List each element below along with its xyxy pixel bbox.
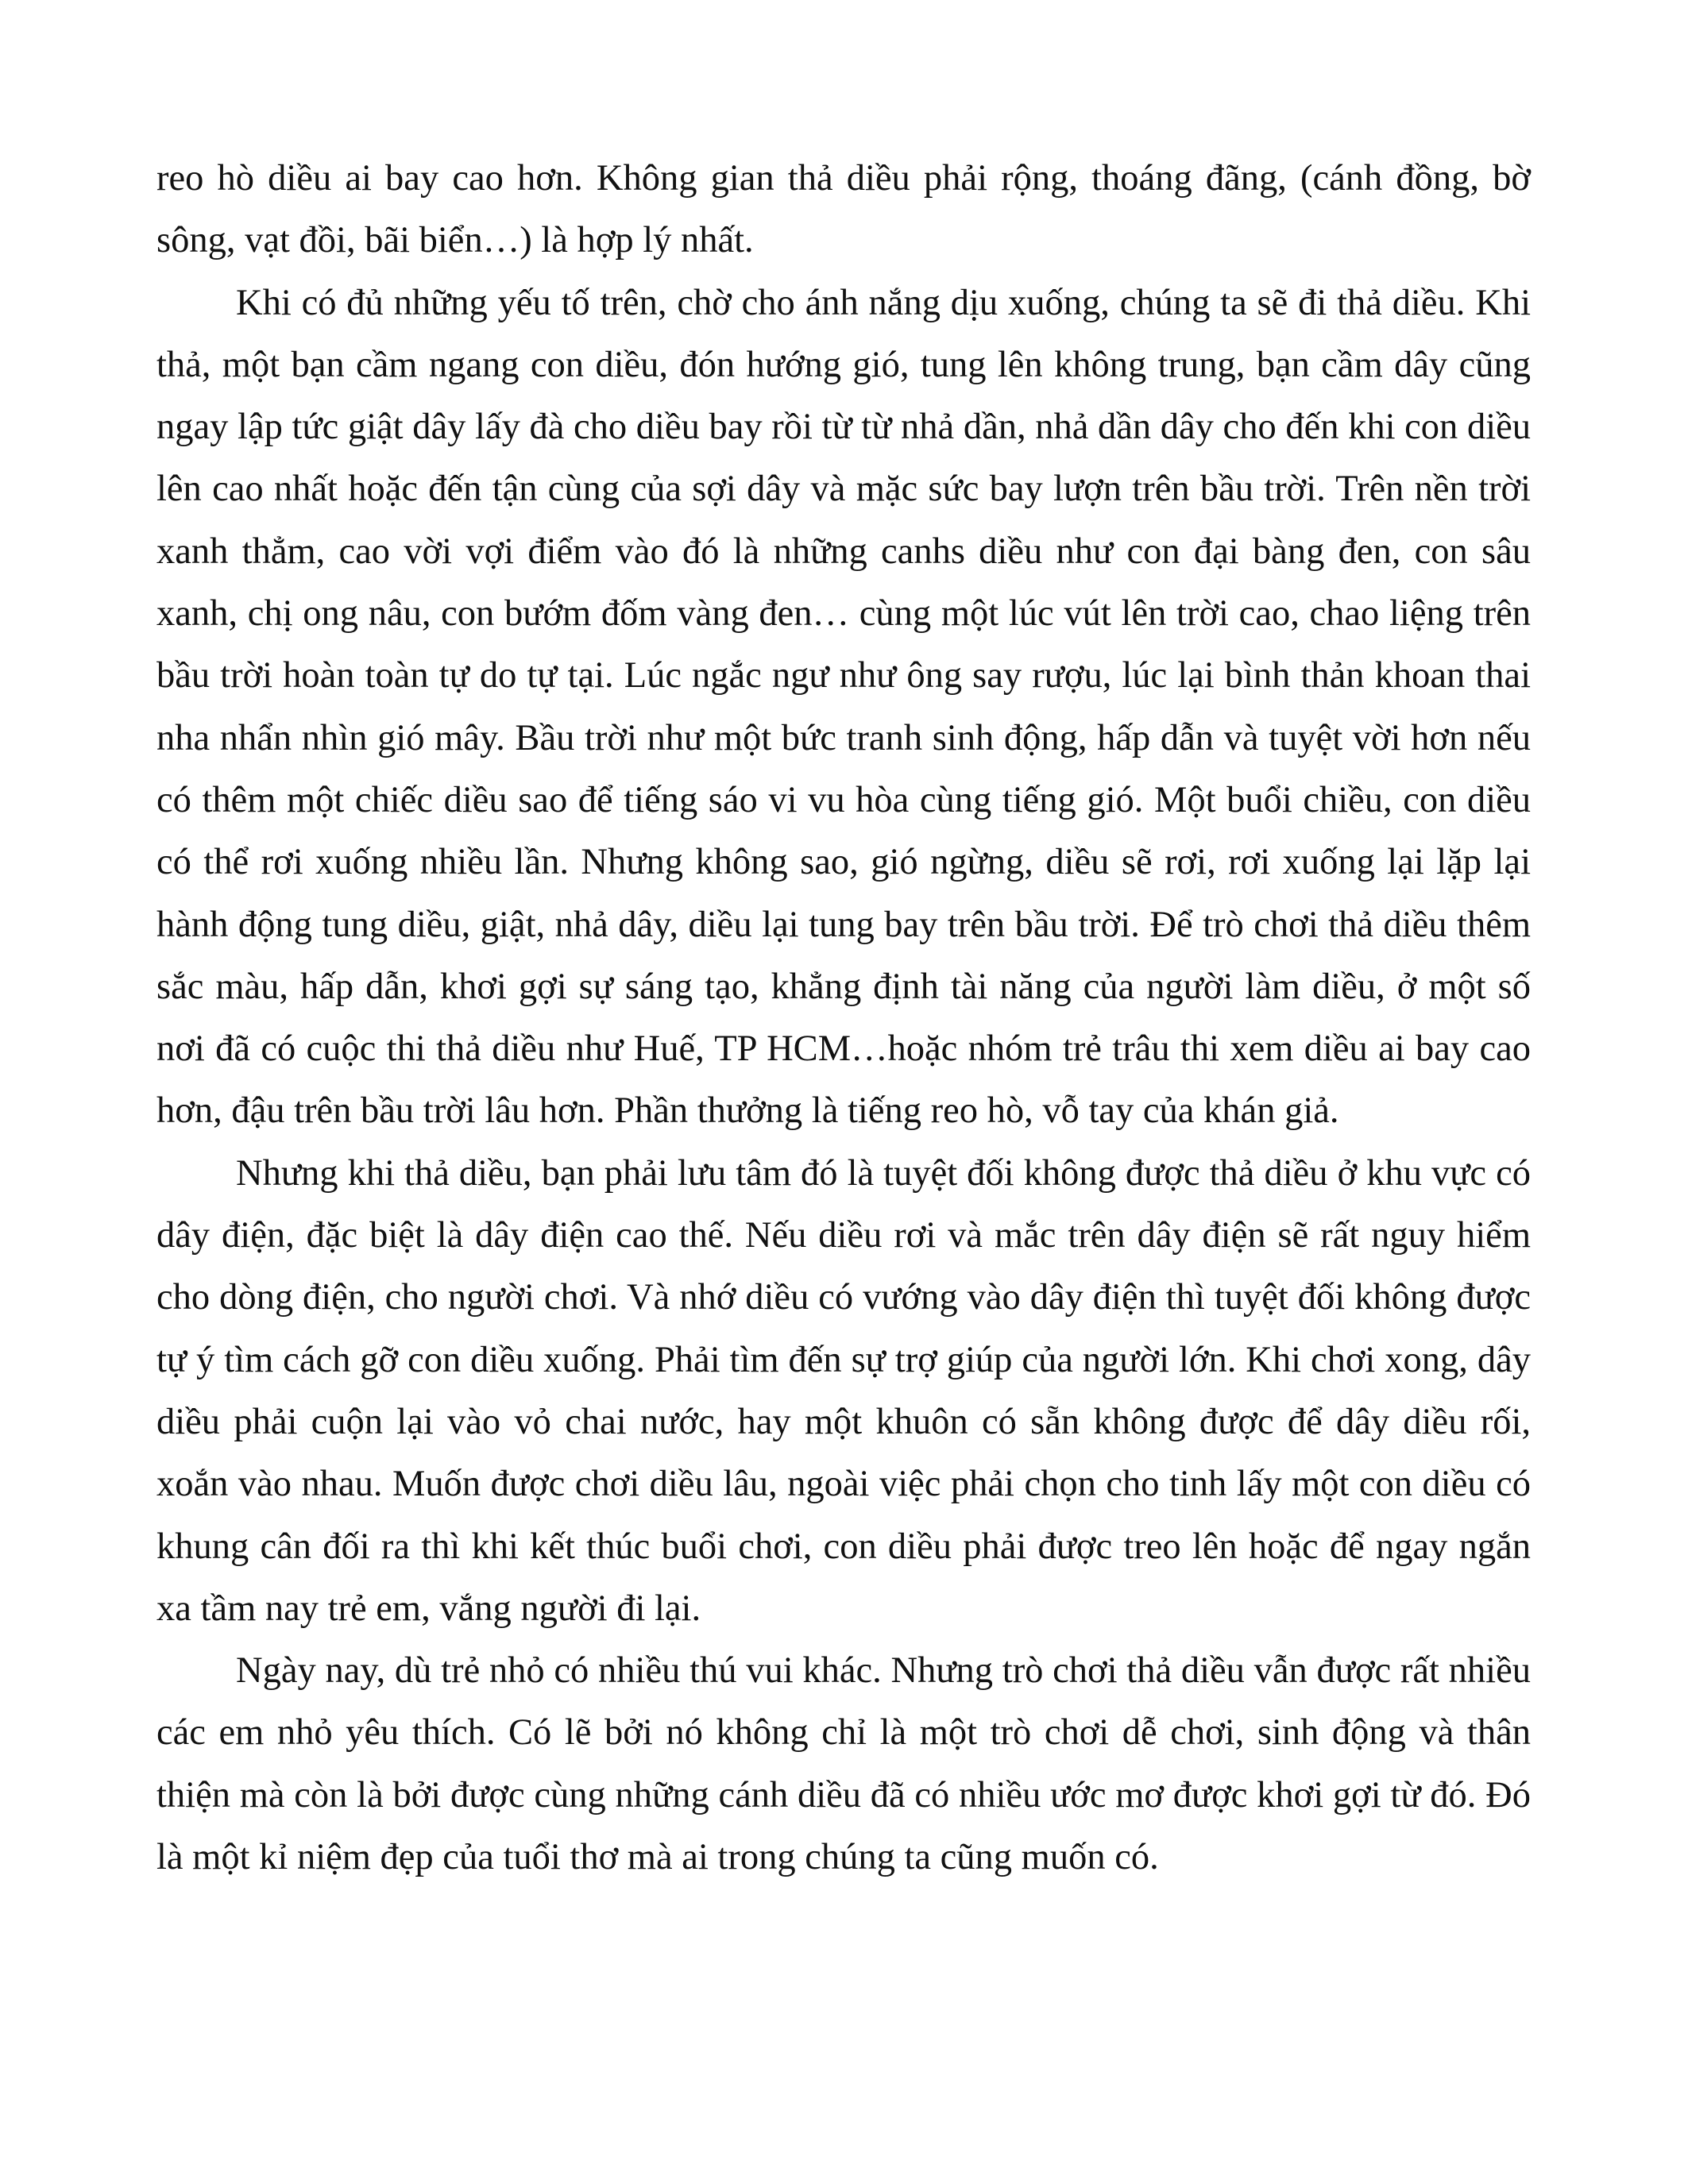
document-page [156,148,1531,1889]
paragraph-2: Khi có đủ những yếu tố trên, chờ cho ánh nắng dịu xuống, chúng ta sẽ đi thả diều. Khi thả, một bạn cầm ngang con diều, đón hướng gió, tung lên không trung, bạn cầm dây cũng ngay lập tức giật dây lấy đà cho diều bay rồi từ từ nhả dần, nhả dần dây cho đến khi con diều lên cao nhất hoặc đến tận cùng của sợi dây và mặc sức bay lượn trên bầu trời. Trên nền trời xanh thẳm, cao vời vợi điểm vào đó là những canhs diều như con đại bàng đen, con sâu xanh, chị ong nâu, con bướm đốm vàng đen… cùng một lúc vút lên trời cao, chao liệng trên bầu trời hoàn toàn tự do tự tại. Lúc ngắc ngư như ông say rượu, lúc lại bình thản khoan thai nha nhẩn nhìn gió mây. Bầu trời như một bức tranh sinh động, hấp dẫn và tuyệt vời hơn nếu có thêm một chiếc diều sao để tiếng sáo vi vu hòa cùng tiếng gió. Một buổi chiều, con diều có thể rơi xuống nhiều lần. Nhưng không sao, gió ngừng, diều sẽ rơi, rơi xuống lại lặp lại hành động tung diều, giật, nhả dây, diều lại tung bay trên bầu trời. Để trò chơi thả diều thêm sắc màu, hấp dẫn, khơi gợi sự sáng tạo, khẳng định tài năng của người làm diều, ở một số nơi đã có cuộc thi thả diều như Huế, TP HCM…hoặc nhóm trẻ trâu thi xem diều ai bay cao hơn, đậu trên bầu trời lâu hơn. Phần thưởng là tiếng reo hò, vỗ tay của khán giả. [156,282,1531,1132]
paragraph-3: Nhưng khi thả diều, bạn phải lưu tâm đó là tuyệt đối không được thả diều ở khu vực có dây điện, đặc biệt là dây điện cao thế. Nếu diều rơi và mắc trên dây điện sẽ rất nguy hiểm cho dòng điện, cho người chơi. Và nhớ diều có vướng vào dây điện thì tuyệt đối không được tự ý tìm cách gỡ con diều xuống. Phải tìm đến sự trợ giúp của người lớn. Khi chơi xong, dây diều phải cuộn lại vào vỏ chai nước, hay một khuôn có sẵn không được để dây diều rối, xoắn vào nhau. Muốn được chơi diều lâu, ngoài việc phải chọn cho tinh lấy một con diều có khung cân đối ra thì khi kết thúc buổi chơi, con diều phải được treo lên hoặc để ngay ngắn xa tầm nay trẻ em, vắng người đi lại. [156,1152,1531,1629]
paragraph-4: Ngày nay, dù trẻ nhỏ có nhiều thú vui khác. Nhưng trò chơi thả diều vẫn được rất nhiều các em nhỏ yêu thích. Có lẽ bởi nó không chỉ là một trò chơi dễ chơi, sinh động và thân thiện mà còn là bởi được cùng những cánh diều đã có nhiều ước mơ được khơi gợi từ đó. Đó là một kỉ niệm đẹp của tuổi thơ mà ai trong chúng ta cũng muốn có. [156,1650,1531,1878]
paragraph-1: reo hò diều ai bay cao hơn. Không gian thả diều phải rộng, thoáng đãng, (cánh đồng, bờ sông, vạt đồi, bãi biển…) là hợp lý nhất. [156,158,1531,261]
